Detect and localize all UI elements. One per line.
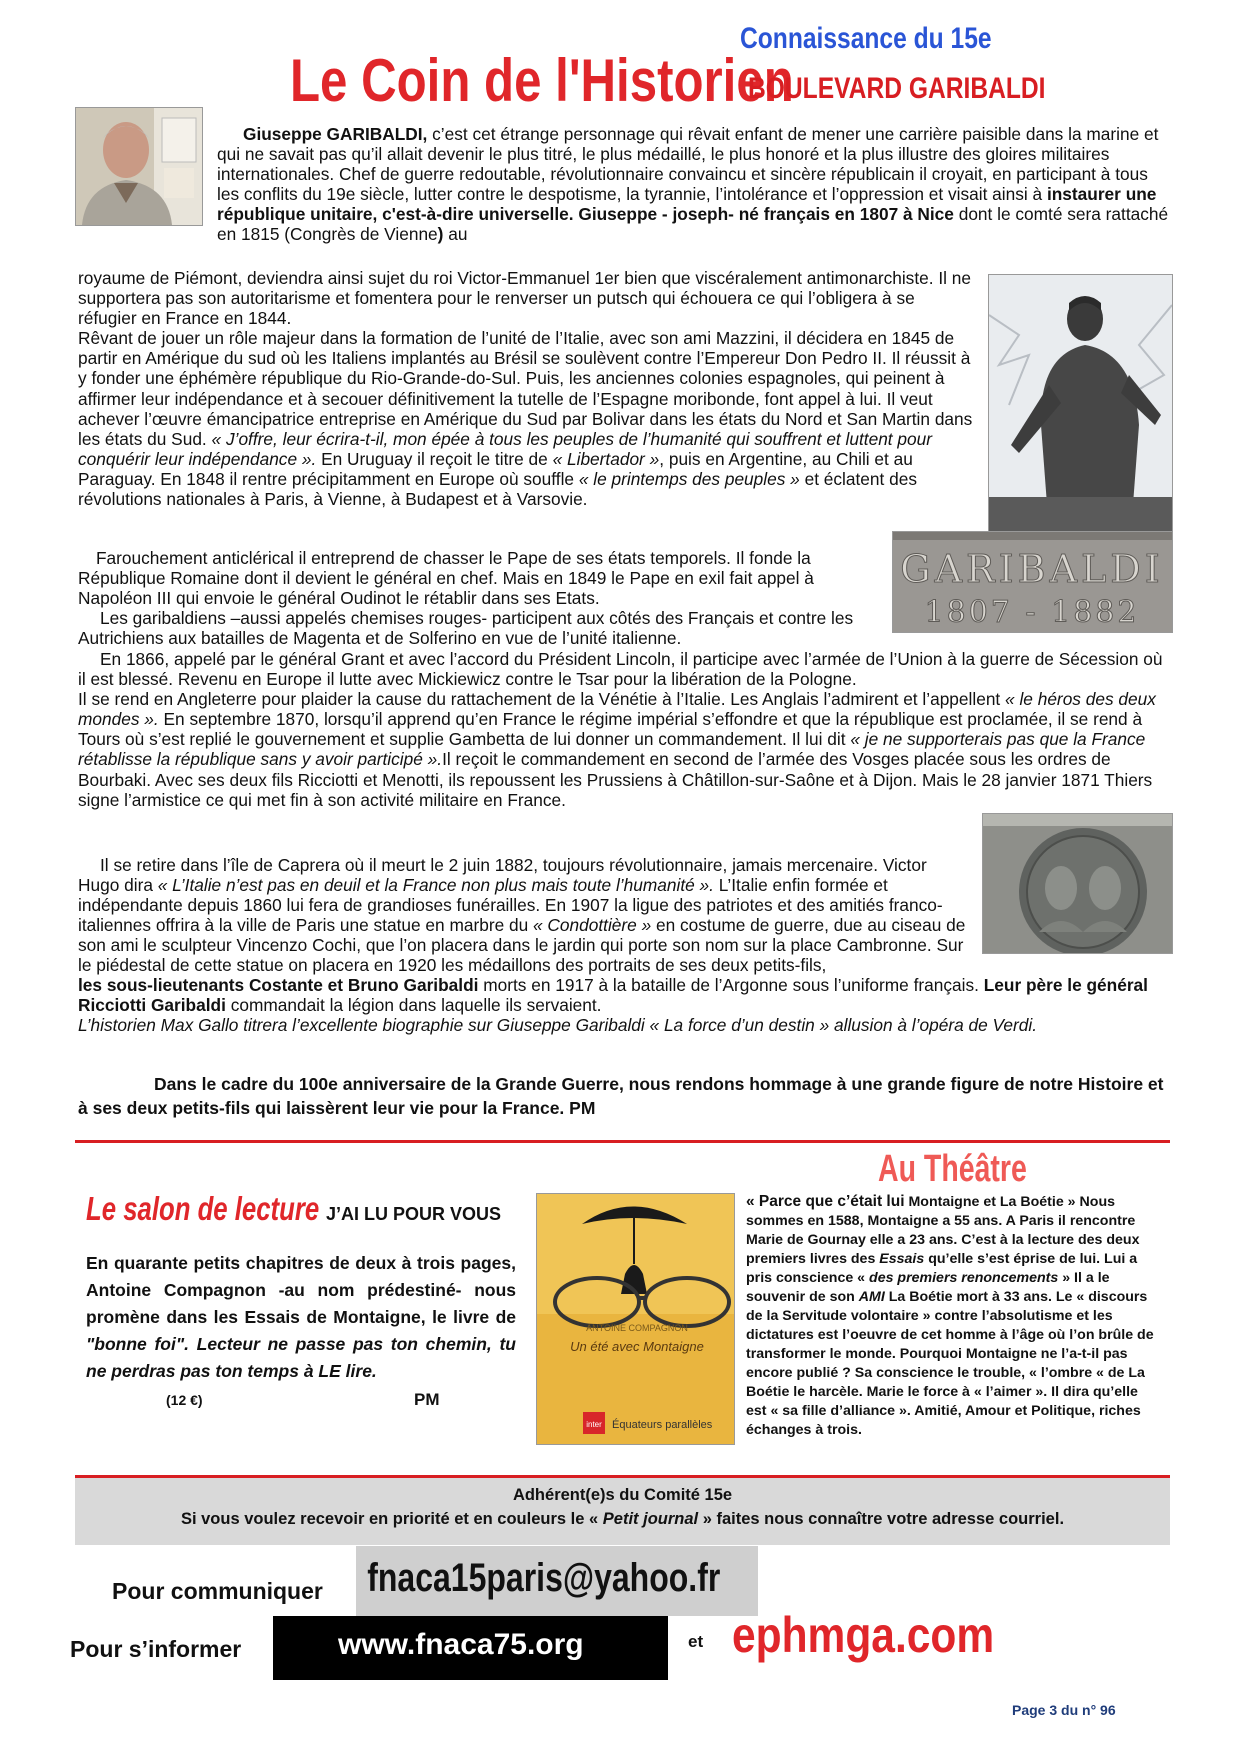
theatre-text-a: Nous sommes en 1588, Montaigne a 55 ans. A Paris il rencontre Marie de Gournay elle a 23 ans. C’est à la lecture des deux premiers livres des [746,1194,1140,1267]
article-paragraph-3 [78,328,976,509]
p8-text-d: morts en 1917 à la bataille de l’Argonne sous l’uniforme français. [478,975,984,995]
theatre-text-b: qu’elle s’est éprise de lui. Lui a pris conscience « [746,1251,1138,1286]
p3-text-b: En Uruguay il reçoit le titre de [316,448,553,469]
inscription-dates: 1807 - 1882 [924,595,1140,630]
article-paragraph-9: L’historien Max Gallo titrera l’excellente biographie sur Giuseppe Garibaldi « La force d’un destin » allusion à l’opéra de Verdi. [78,1015,1038,1036]
intro-paren: ) [437,224,444,245]
inscription-name: GARIBALDI [900,547,1164,591]
intro-text: c’est cet étrange personnage qui rêvait enfant de mener une carrière paisible dans la marine et qui ne savait pas qu’il allait devenir le plus titré, le plus médaillé, le plus honoré et la plus illustre des gloires militaires internationales. Chef de guerre redoutable, révolutionnaire convaincu et sincère républicain il croyait, en participant à tous les conflits du 19e siècle, lutter contre le despotisme, la tyrannie, l’intolérance et l’oppression et visait ainsi à [217,124,1159,205]
p7-text-c: Il reçoit le commandement en second de l’armée des Vosges placée sous les ordres de Bourbaki. Avec ses deux fils Ricciotti et Menotti, ils repoussent les Prussiens à Châtillon-sur-Saône et à Dijon. Mais le 28 janvier 1871 Thiers signe l’armistice ce qui met fin à son activité militaire en France. [78,749,1153,810]
theatre-lead: « Parce que c’était lui [746,1193,905,1210]
theatre-title: Au Théâtre [878,1148,1027,1190]
members-text-a: Si vous voulez recevoir en priorité et en couleurs le « [180,1510,603,1528]
article-paragraph-4: Farouchement anticlérical il entreprend de chasser le Pape de ses états temporels. Il fonde la République Romaine dont il devient le général en chef. Mais en 1849 le Pape en exil fait appel à Napoléon III qui envoie le général Oudinot le rétablir dans ses Etats. [78,548,814,609]
website2-link[interactable]: ephmga.com [732,1607,995,1663]
section-divider [75,1140,1170,1143]
members-text-c: faites nous connaître votre adresse courriel. [716,1510,1065,1528]
intro-end: dont le comté sera rattaché en 1815 (Congrès de Vienne [217,204,1169,245]
theatre-review [746,1192,1162,1440]
salon-title: Le salon de lecture [86,1190,320,1227]
article-body-5 [78,975,1172,1035]
intro-bold: instaurer une république unitaire, c'est-à-dire universelle. [217,184,1157,225]
article-paragraph-5: Les garibaldiens –aussi appelés chemises rouges- participent aux côtés des Français et contre les Autrichiens aux batailles de Magenta et de Solferino en vue de l’unité italienne. [78,608,854,649]
p3-text-d: et éclatent des révolutions nationales à Paris, à Vienne, à Budapest et à Varsovie. [78,468,917,510]
theatre-text-d: La Boétie mort à 33 ans. Le « discours de la Servitude volontaire » contre l’absolutisme et les dictatures est l’oeuvre de cet homme à l’âge où l’on brûle de transformer le monde. Pourquoi Montaigne ne l’a-t-il pas encore publié ? Sa conscience le trouble, « l’ombre « de La Boétie le harcèle. Marie le force à « l’aimer ». Il dira qu’elle est « sa fille d’alliance ». Amitié, Amour et Politique, riches échanges à trois. [746,1289,1154,1438]
article-street-title: BOULEVARD GARIBALDI [748,72,1046,105]
article-paragraph-8b [78,975,1172,1015]
p8-grandsons: les sous-lieutenants Costante et Bruno Garibaldi [78,975,479,995]
book-author: ANTOINE COMPAGNON [586,1323,688,1333]
theatre-premiers: des premiers renoncements [869,1270,1059,1286]
members-text-b: » [698,1510,717,1528]
p7-text-b: En septembre 1870, lorsqu’il apprend qu’en France le régime impérial s’effondre et que la république est proclamée, il se rend à Tours où s’est replié le gouvernement et supplie Gambetta de lui donner un commandement. Il lui dit [78,709,1143,750]
review-italic: "bonne foi". Lecteur ne passe pas ton chemin, tu ne perdras pas ton temps à LE lire. [86,1334,516,1381]
book-price: (12 €) [166,1392,203,1408]
p8-condottiere: « Condottière » [533,915,652,936]
review-signature: PM [414,1390,440,1409]
intro-born: Giuseppe - joseph- né français en 1807 à Nice [578,204,954,225]
p3-quote: « J’offre, leur écrira-t-il, mon épée à tous les peuples de l’humanité qui souffrent et luttent pour conquérir leur indépendance ». [78,428,932,469]
p7-heros: « le héros des deux mondes ». [78,689,1156,730]
book-title: Un été avec Montaigne [570,1339,704,1354]
tribute-text: Dans le cadre du 100e anniversaire de la Grande Guerre, nous rendons hommage à une grande figure de notre Histoire et à ses deux petits-fils qui laissèrent leur vie pour la France. PM [78,1074,1164,1118]
book-review [86,1250,516,1385]
article-body-2 [78,548,882,648]
author-portrait-photo [75,107,203,226]
article-body-4 [78,855,972,976]
communicate-label: Pour communiquer [112,1578,323,1604]
p3-text-c: , puis en Argentine, au Chili et au Paraguay. En 1848 il rentre précipitamment en Europe où souffle [78,448,913,489]
website-box[interactable] [273,1616,668,1680]
and-text: et [688,1632,704,1651]
theatre-text-c: » Il a le souvenir de son [746,1270,1110,1305]
p3-libertador: « Libertador » [552,448,660,469]
section-heading: Connaissance du 15e [740,22,992,55]
p8-text-c: en costume de guerre, due au ciseau de son ami le sculpteur Vincenzo Cochi, que l’on placera dans le jardin qui porte son nom sur la place Cambronne. Sur le piédestal de cette statue on placera en 1920 les médaillons des portraits de ses deux petits-fils, [78,915,966,976]
theatre-essais: Essais [879,1251,925,1267]
page-title: Le Coin de l'Historien [290,47,794,114]
article-paragraph-2: royaume de Piémont, deviendra ainsi sujet du roi Victor-Emmanuel 1er bien que viscéralement antimonarchiste. Il ne supportera pas son autoritarisme et fomentera pour le renverser un putsch qui échouera ce qui l’obligera à se réfugier en France en 1844. [78,268,972,329]
p8-text-e: commandait la légion dans laquelle ils servaient. [225,995,602,1016]
website-link[interactable]: www.fnaca75.org [338,1628,584,1661]
book-cover-photo [536,1193,735,1445]
p7-quote: « je ne supporterais pas que la France rétablisse la république sans y avoir participé ». [78,729,1146,770]
email-address[interactable]: fnaca15paris@yahoo.fr [367,1556,721,1600]
inscription-photo [892,531,1173,633]
review-text: En quarante petits chapitres de deux à trois pages, Antoine Compagnon -au nom prédestiné- nous promène dans les Essais de Montaigne, le livre de [86,1253,516,1327]
members-journal: Petit journal [602,1510,699,1528]
medallion-photo [982,813,1173,954]
book-publisher: Équateurs parallèles [612,1419,713,1431]
email-box[interactable] [356,1546,758,1616]
page-number: Page 3 du n° 96 [1012,1702,1116,1718]
p3-printemps: « le printemps des peuples » [578,468,800,489]
article-intro [217,124,1172,245]
p8-text-a: Il se retire dans l’île de Caprera où il meurt le 2 juin 1882, toujours révolutionnaire, jamais mercenaire. Victor Hugo dira [78,855,927,896]
salon-subtitle: J’AI LU POUR VOUS [326,1204,502,1224]
garibaldi-statue-photo [988,274,1173,532]
theatre-lead-b: Montaigne et La Boétie » [904,1194,1076,1210]
article-body-1 [78,268,976,509]
book-brand: inter [586,1420,602,1429]
article-paragraph-7 [78,689,1172,810]
p8-text-b: L’Italie enfin formée et indépendante depuis 1860 lui fera de grandioses funérailles. En 1907 la ligue des patriotes et des amitiés franco-italiennes offrira à la ville de Paris une statue en marbre du [78,875,943,936]
article-body-3 [78,649,1172,810]
garibaldi-name: Giuseppe GARIBALDI, [243,124,428,144]
article-paragraph-8 [78,855,972,976]
members-request [75,1510,1170,1529]
intro-au: au [443,224,468,245]
p7-text-a: Il se rend en Angleterre pour plaider la cause du rattachement de la Vénétie à l’Italie. Les Anglais l’admirent et l’appellent [78,689,1006,710]
inform-label: Pour s’informer [70,1636,242,1662]
members-heading: Adhérent(e)s du Comité 15e [512,1486,733,1504]
p8-quote: « L’Italie n’est pas en deuil et la France non plus mais toute l’humanité ». [157,875,714,896]
theatre-ami: AMI [858,1289,885,1305]
article-paragraph-6: En 1866, appelé par le général Grant et avec l’accord du Président Lincoln, il participe avec l’armée de l’Union à la guerre de Sécession où il est blessé. Revenu en Europe il lutte avec Mickiewicz contre le Tsar pour la libération de la Pologne. [78,649,1163,690]
p8-father: Leur père le général Ricciotti Garibaldi [78,975,1148,1016]
p3-text: Rêvant de jouer un rôle majeur dans la formation de l’unité de l’Italie, avec son ami Mazzini, il décidera en 1845 de partir en Amérique du sud où les Italiens implantés au Brésil se soulèvent contre l’Empereur Don Pedro II. Il réussit à y fonder une éphémère république du Rio-Grande-do-Sul. Puis, les anciennes colonies espagnoles, qui peinent à affirmer leur indépendance et à secouer définitivement la tutelle de l’Espagne moribonde, font appel à lui. Il veut achever l’œuvre émancipatrice entreprise en Amérique du Sud par Bolivar dans les états du Nord et San Martin dans les états du Sud. [78,328,973,449]
members-notice [75,1475,1170,1545]
